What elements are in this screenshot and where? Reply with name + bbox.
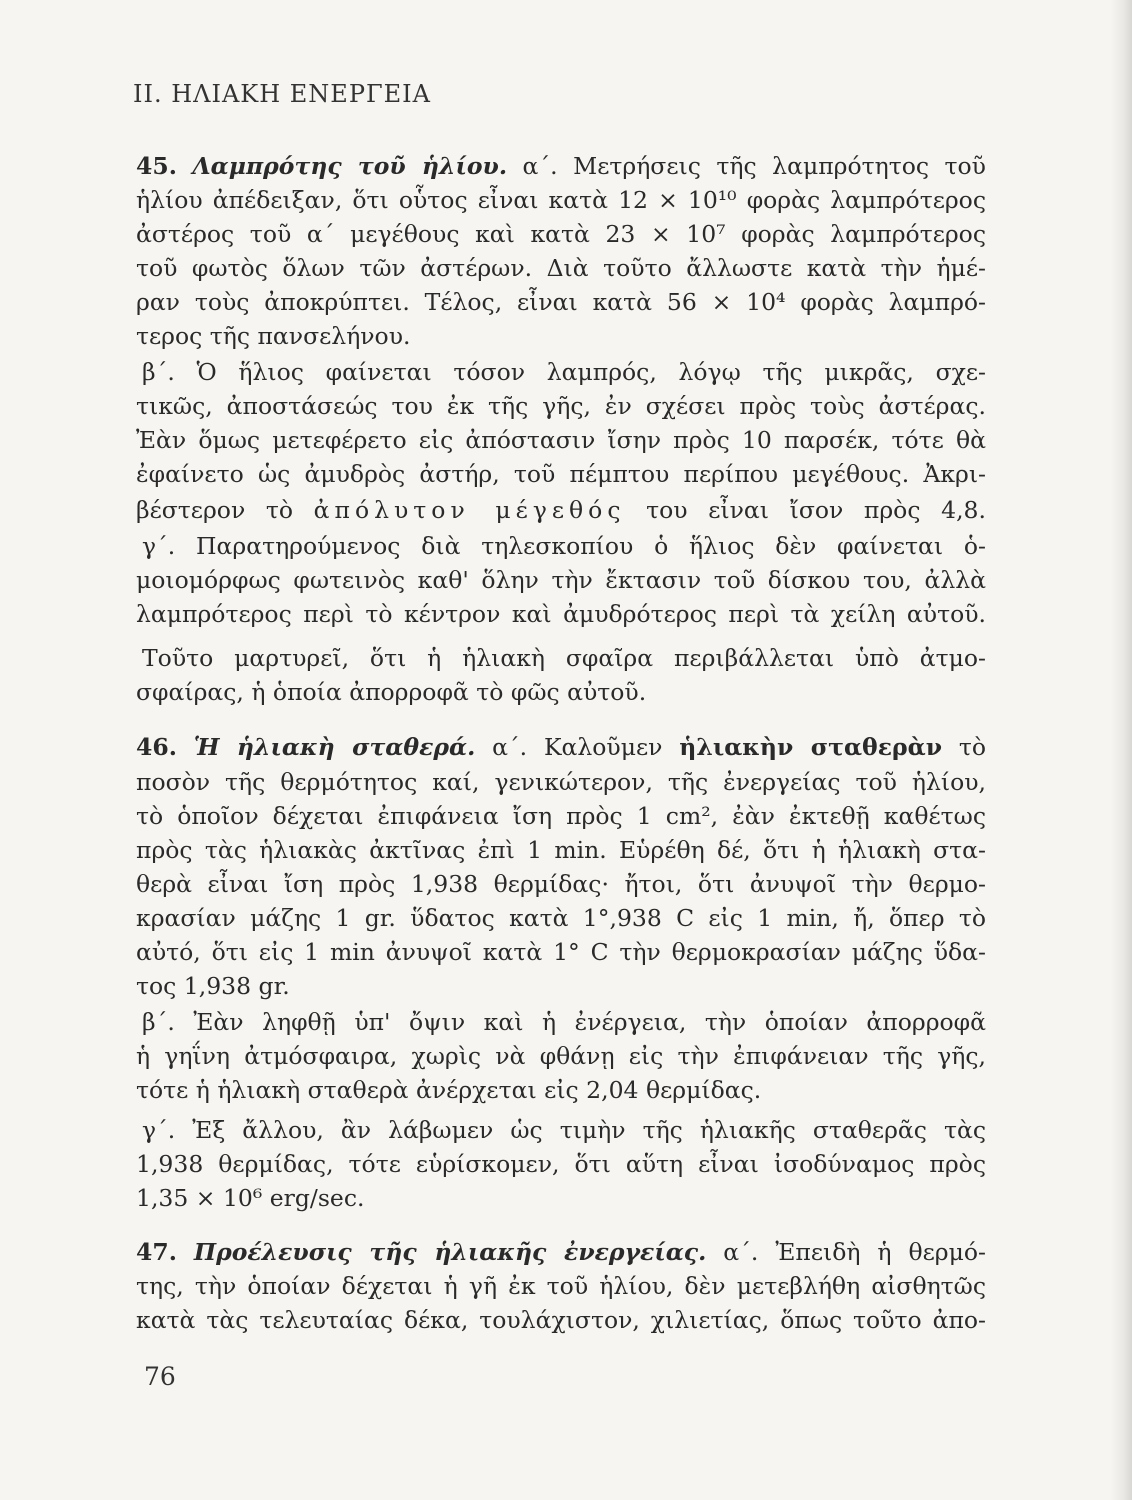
section-46-title: Ἡ ἡλιακὴ σταθερά. (193, 733, 476, 761)
text-line: ποσὸν τῆς θερμότητος καί, γενικώτερον, τῆς ἐνεργείας τοῦ ἡλίου, (136, 768, 986, 796)
section-46-heading-line (136, 730, 986, 764)
text-line: θερὰ εἶναι ἴση πρὸς 1,938 θερμίδας· ἤτοι, ὅτι ἀνυψοῖ τὴν θερμο- (136, 870, 986, 898)
section-46-number: 46. (136, 733, 177, 761)
text-line: γ΄. Ἐξ ἄλλου, ἂν λάβωμεν ὡς τιμὴν τῆς ἡλιακῆς σταθερᾶς τὰς (142, 1116, 986, 1144)
page-number: 76 (144, 1362, 176, 1391)
section-45-number: 45. (136, 152, 177, 180)
section-45-heading-line (136, 149, 986, 183)
text-line: τερος τῆς πανσελήνου. (136, 322, 411, 350)
section-45-title: Λαμπρότης τοῦ ἡλίου. (192, 152, 508, 180)
bold-term: ἡλιακὴν σταθερὰν (679, 733, 943, 761)
absolute-magnitude-line (136, 493, 986, 527)
text-fragment: τὸ (958, 733, 986, 761)
text-fragment: α΄. Ἐπειδὴ ἡ θερμό- (723, 1238, 986, 1266)
text-line: κατὰ τὰς τελευταίας δέκα, τουλάχιστον, χιλιετίας, ὅπως τοῦτο ἀπο- (136, 1306, 986, 1334)
page-edge-shadow (1110, 0, 1132, 1500)
text-line: ραν τοὺς ἀποκρύπτει. Τέλος, εἶναι κατὰ 56 × 10⁴ φορὰς λαμπρό- (136, 288, 986, 316)
text-line: τος 1,938 gr. (136, 972, 290, 1000)
chapter-title: II. ΗΛΙΑΚΗ ΕΝΕΡΓΕΙΑ (133, 80, 431, 108)
text-line: ἀστέρος τοῦ α΄ μεγέθους καὶ κατὰ 23 × 10⁷ φορὰς λαμπρότερος (136, 220, 986, 248)
text-line: λαμπρότερος περὶ τὸ κέντρον καὶ ἀμυδρότερος περὶ τὰ χείλη αὐτοῦ. (136, 600, 986, 628)
section-47-heading-line (136, 1235, 986, 1269)
text-line: Τοῦτο μαρτυρεῖ, ὅτι ἡ ἡλιακὴ σφαῖρα περιβάλλεται ὑπὸ ἀτμο- (142, 644, 986, 672)
text-line: τὸ ὁποῖον δέχεται ἐπιφάνεια ἴση πρὸς 1 cm², ἐὰν ἐκτεθῇ καθέτως (136, 802, 986, 830)
text-fragment: α΄. Καλοῦμεν (492, 733, 663, 761)
text-line: ἡλίου ἀπέδειξαν, ὅτι οὗτος εἶναι κατὰ 12 × 10¹⁰ φορὰς λαμπρότερος (136, 186, 986, 214)
text-line: μοιομόρφως φωτεινὸς καθ' ὅλην τὴν ἔκτασιν τοῦ δίσκου του, ἀλλὰ (136, 566, 986, 594)
text-line: β΄. Ὁ ἥλιος φαίνεται τόσον λαμπρός, λόγῳ τῆς μικρᾶς, σχε- (142, 358, 986, 386)
text-line: 1,938 θερμίδας, τότε εὑρίσκομεν, ὅτι αὕτη εἶναι ἰσοδύναμος πρὸς (136, 1150, 986, 1178)
text-fragment: βέστερον τὸ (136, 496, 294, 524)
text-fragment: του εἶναι ἴσον πρὸς 4,8. (646, 496, 986, 524)
section-47-number: 47. (136, 1238, 177, 1266)
text-line: τότε ἡ ἡλιακὴ σταθερὰ ἀνέρχεται εἰς 2,04 θερμίδας. (136, 1076, 762, 1104)
text-line: 1,35 × 10⁶ erg/sec. (136, 1184, 365, 1212)
text-line: ἐφαίνετο ὡς ἀμυδρὸς ἀστήρ, τοῦ πέμπτου περίπου μεγέθους. Ἀκρι- (136, 460, 986, 488)
text-line: ἡ γηΐνη ἀτμόσφαιρα, χωρὶς νὰ φθάνῃ εἰς τὴν ἐπιφάνειαν τῆς γῆς, (136, 1042, 986, 1070)
spaced-term: ἀπόλυτον μέγεθός (313, 496, 626, 524)
text-line: τικῶς, ἀποστάσεώς του ἐκ τῆς γῆς, ἐν σχέσει πρὸς τοὺς ἀστέρας. (136, 392, 986, 420)
text-line: αὐτό, ὅτι εἰς 1 min ἀνυψοῖ κατὰ 1° C τὴν θερμοκρασίαν μάζης ὕδα- (136, 938, 986, 966)
text-line: γ΄. Παρατηρούμενος διὰ τηλεσκοπίου ὁ ἥλιος δὲν φαίνεται ὁ- (142, 532, 986, 560)
text-line: κρασίαν μάζης 1 gr. ὕδατος κατὰ 1°,938 C εἰς 1 min, ἤ, ὅπερ τὸ (136, 904, 986, 932)
section-47-title: Προέλευσις τῆς ἡλιακῆς ἐνεργείας. (193, 1238, 707, 1266)
text-line: της, τὴν ὁποίαν δέχεται ἡ γῆ ἐκ τοῦ ἡλίου, δὲν μετεβλήθη αἰσθητῶς (136, 1272, 986, 1300)
text-line: σφαίρας, ἡ ὁποία ἀπορροφᾶ τὸ φῶς αὐτοῦ. (136, 678, 647, 706)
text-line: Ἐὰν ὅμως μετεφέρετο εἰς ἀπόστασιν ἴσην πρὸς 10 παρσέκ, τότε θὰ (136, 426, 986, 454)
text-line: πρὸς τὰς ἡλιακὰς ἀκτῖνας ἐπὶ 1 min. Εὑρέθη δέ, ὅτι ἡ ἡλιακὴ στα- (136, 836, 986, 864)
text-line: τοῦ φωτὸς ὅλων τῶν ἀστέρων. Διὰ τοῦτο ἄλλωστε κατὰ τὴν ἡμέ- (136, 254, 986, 282)
text-line: α΄. Μετρήσεις τῆς λαμπρότητος τοῦ (522, 152, 986, 180)
text-line: β΄. Ἐὰν ληφθῇ ὑπ' ὄψιν καὶ ἡ ἐνέργεια, τὴν ὁποίαν ἀπορροφᾶ (142, 1008, 986, 1036)
